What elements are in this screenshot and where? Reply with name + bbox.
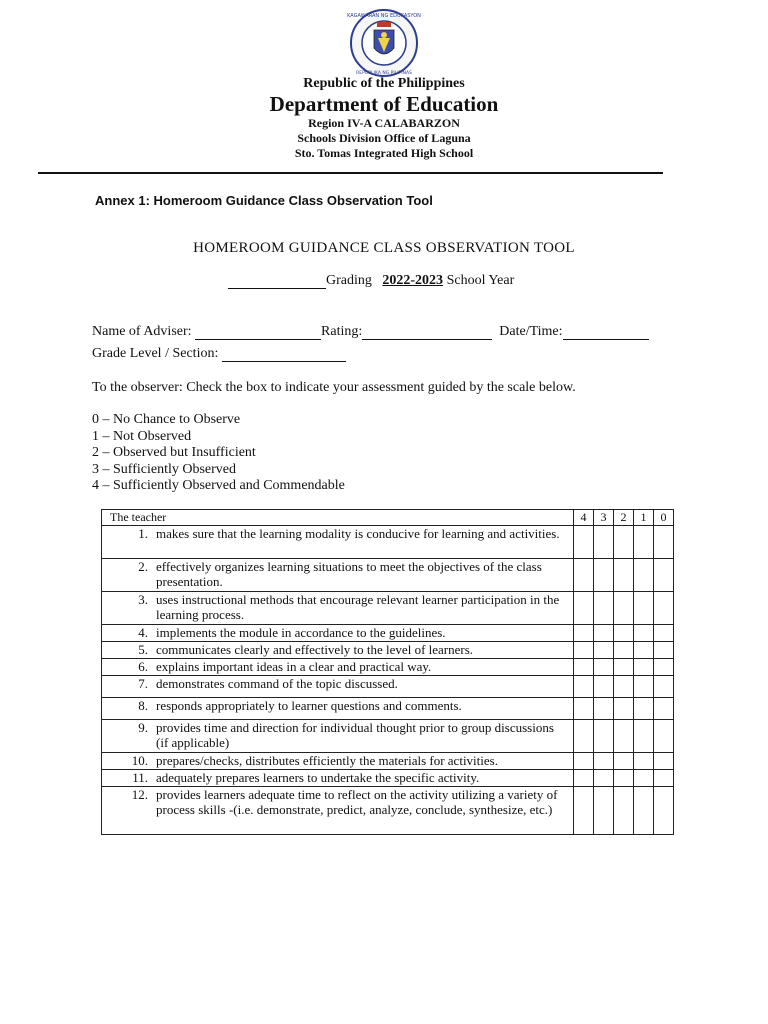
statement-cell: [102, 770, 574, 787]
table-row: [102, 787, 674, 835]
rating-header-3: 3: [594, 510, 614, 526]
rating-checkbox-3[interactable]: [594, 787, 614, 835]
statement-cell: [102, 787, 574, 835]
rating-checkbox-4[interactable]: [574, 526, 594, 559]
rating-checkbox-4[interactable]: [574, 787, 594, 835]
table-row: [102, 720, 674, 753]
grade-label: Grade Level / Section:: [92, 346, 219, 361]
grade-line: [92, 346, 346, 362]
item-number: 2.: [138, 559, 148, 574]
item-number: 10.: [131, 753, 148, 768]
statement-cell: [102, 676, 574, 698]
department-heading: Department of Education: [269, 92, 499, 116]
scale-item: 3 – Sufficiently Observed: [92, 461, 236, 477]
region-line: Region IV-A CALABARZON: [308, 116, 460, 130]
rating-header-0: 0: [654, 510, 674, 526]
rating-checkbox-4[interactable]: [574, 659, 594, 676]
item-number: 7.: [138, 676, 148, 691]
item-text: adequately prepares learners to undertake the specific activity.: [156, 770, 480, 785]
teacher-header: The teacher: [102, 510, 574, 526]
rating-header-2: 2: [614, 510, 634, 526]
scale-item: 1 – Not Observed: [92, 428, 192, 444]
table-row: [102, 659, 674, 676]
rating-checkbox-4[interactable]: [574, 559, 594, 592]
rating-checkbox-3[interactable]: [594, 559, 614, 592]
rating-checkbox-1[interactable]: [634, 787, 654, 835]
rating-checkbox-4[interactable]: [574, 770, 594, 787]
rating-checkbox-4[interactable]: [574, 698, 594, 720]
rating-checkbox-4[interactable]: [574, 720, 594, 753]
item-number: 9.: [138, 720, 148, 735]
rating-checkbox-0[interactable]: [654, 753, 674, 770]
table-row: [102, 698, 674, 720]
table-row: [102, 559, 674, 592]
item-text: explains important ideas in a clear and practical way.: [156, 659, 432, 674]
adviser-line: [92, 324, 649, 340]
observation-table: [101, 509, 674, 835]
rating-checkbox-1[interactable]: [634, 659, 654, 676]
rating-checkbox-2[interactable]: [614, 526, 634, 559]
item-number: 4.: [138, 625, 148, 640]
rating-checkbox-2[interactable]: [614, 659, 634, 676]
rating-checkbox-4[interactable]: [574, 642, 594, 659]
table-row: [102, 753, 674, 770]
rating-checkbox-0[interactable]: [654, 676, 674, 698]
item-number: 3.: [138, 592, 148, 607]
rating-checkbox-3[interactable]: [594, 720, 614, 753]
rating-checkbox-3[interactable]: [594, 770, 614, 787]
rating-checkbox-2[interactable]: [614, 753, 634, 770]
division-line: Schools Division Office of Laguna: [297, 131, 471, 145]
seal-text-top: KAGAWARAN NG EDUKASYON: [347, 13, 421, 19]
rating-checkbox-0[interactable]: [654, 787, 674, 835]
rating-checkbox-0[interactable]: [654, 526, 674, 559]
grading-line: [228, 273, 514, 289]
rating-checkbox-2[interactable]: [614, 720, 634, 753]
grading-blank[interactable]: [228, 274, 326, 289]
statement-cell: [102, 720, 574, 753]
item-text: provides time and direction for individual thought prior to group discussions (if applicable): [156, 720, 554, 750]
rating-checkbox-0[interactable]: [654, 625, 674, 642]
item-text: responds appropriately to learner questions and comments.: [156, 698, 462, 713]
item-text: implements the module in accordance to the guidelines.: [156, 625, 446, 640]
rating-checkbox-0[interactable]: [654, 720, 674, 753]
rating-checkbox-3[interactable]: [594, 659, 614, 676]
office-block: [0, 116, 768, 161]
rating-header-1: 1: [634, 510, 654, 526]
item-text: provides learners adequate time to reflect on the activity utilizing a variety of process skills -(i.e. demonstrate, predict, analyze, conclude, synthesize, etc.): [156, 787, 558, 817]
rating-checkbox-4[interactable]: [574, 676, 594, 698]
table-row: [102, 770, 674, 787]
scale-item: 0 – No Chance to Observe: [92, 412, 241, 427]
rating-checkbox-0[interactable]: [654, 770, 674, 787]
item-text: communicates clearly and effectively to the level of learners.: [156, 642, 474, 657]
rating-checkbox-2[interactable]: [614, 787, 634, 835]
rating-checkbox-2[interactable]: [614, 642, 634, 659]
item-text: demonstrates command of the topic discussed.: [156, 676, 398, 691]
statement-cell: [102, 659, 574, 676]
rating-checkbox-1[interactable]: [634, 698, 654, 720]
rating-checkbox-0[interactable]: [654, 659, 674, 676]
rating-checkbox-1[interactable]: [634, 720, 654, 753]
rating-checkbox-2[interactable]: [614, 559, 634, 592]
rating-checkbox-2[interactable]: [614, 770, 634, 787]
adviser-label: Name of Adviser:: [92, 324, 192, 339]
item-number: 6.: [138, 659, 148, 674]
item-number: 1.: [138, 526, 148, 541]
item-number: 8.: [138, 698, 148, 713]
statement-cell: [102, 592, 574, 625]
rating-checkbox-3[interactable]: [594, 753, 614, 770]
school-line: Sto. Tomas Integrated High School: [294, 146, 474, 160]
statement-cell: [102, 698, 574, 720]
rating-checkbox-3[interactable]: [594, 676, 614, 698]
seal-text-bottom: REPUBLIKA NG PILIPINAS: [356, 71, 412, 76]
item-text: effectively organizes learning situations to meet the objectives of the class presentation.: [156, 559, 542, 589]
rating-checkbox-3[interactable]: [594, 592, 614, 625]
table-row: [102, 676, 674, 698]
item-text: prepares/checks, distributes efficiently the materials for activities.: [156, 753, 498, 768]
rating-checkbox-2[interactable]: [614, 625, 634, 642]
deped-seal-logo: [343, 8, 425, 78]
grading-label: Grading: [326, 273, 372, 288]
rating-checkbox-0[interactable]: [654, 559, 674, 592]
school-year-value: 2022-2023: [382, 273, 444, 288]
rating-checkbox-2[interactable]: [614, 592, 634, 625]
annex-label: Annex 1: Homeroom Guidance Class Observation Tool: [95, 193, 433, 208]
table-row: [102, 625, 674, 642]
school-year-label: School Year: [446, 273, 515, 288]
rating-checkbox-1[interactable]: [634, 592, 654, 625]
statement-cell: [102, 526, 574, 559]
scale-item: 4 – Sufficiently Observed and Commendable: [92, 478, 345, 494]
adviser-field[interactable]: [195, 325, 321, 340]
observer-instructions: To the observer: Check the box to indicate your assessment guided by the scale below.: [92, 380, 576, 395]
grade-section-field[interactable]: [222, 347, 346, 362]
rating-checkbox-2[interactable]: [614, 698, 634, 720]
datetime-label: Date/Time:: [499, 324, 563, 339]
table-header-row: [102, 510, 674, 526]
rating-checkbox-2[interactable]: [614, 676, 634, 698]
item-number: 11.: [132, 770, 148, 785]
rating-checkbox-1[interactable]: [634, 642, 654, 659]
rating-checkbox-3[interactable]: [594, 642, 614, 659]
republic-heading: Republic of the Philippines: [303, 76, 465, 91]
rating-checkbox-1[interactable]: [634, 526, 654, 559]
item-text: uses instructional methods that encourage relevant learner participation in the learning process.: [156, 592, 560, 622]
rating-checkbox-0[interactable]: [654, 698, 674, 720]
item-number: 5.: [138, 642, 148, 657]
tool-title: HOMEROOM GUIDANCE CLASS OBSERVATION TOOL: [193, 240, 575, 256]
statement-cell: [102, 753, 574, 770]
scale-item: 2 – Observed but Insufficient: [92, 445, 256, 461]
rating-field[interactable]: [362, 325, 492, 340]
datetime-field[interactable]: [563, 325, 649, 340]
rating-checkbox-3[interactable]: [594, 625, 614, 642]
rating-checkbox-1[interactable]: [634, 625, 654, 642]
statement-cell: [102, 625, 574, 642]
rating-checkbox-4[interactable]: [574, 753, 594, 770]
rating-checkbox-1[interactable]: [634, 770, 654, 787]
rating-checkbox-1[interactable]: [634, 676, 654, 698]
table-row: [102, 592, 674, 625]
rating-header-4: 4: [574, 510, 594, 526]
rating-label: Rating:: [321, 324, 363, 339]
statement-cell: [102, 559, 574, 592]
statement-cell: [102, 642, 574, 659]
item-text: makes sure that the learning modality is conducive for learning and activities.: [156, 526, 560, 541]
rating-checkbox-3[interactable]: [594, 698, 614, 720]
rating-checkbox-0[interactable]: [654, 592, 674, 625]
rating-checkbox-3[interactable]: [594, 526, 614, 559]
rating-checkbox-4[interactable]: [574, 592, 594, 625]
rating-checkbox-1[interactable]: [634, 559, 654, 592]
rating-checkbox-1[interactable]: [634, 753, 654, 770]
rating-checkbox-0[interactable]: [654, 642, 674, 659]
table-row: [102, 526, 674, 559]
rating-checkbox-4[interactable]: [574, 625, 594, 642]
table-row: [102, 642, 674, 659]
rating-scale: [92, 412, 345, 495]
item-number: 12.: [131, 787, 148, 802]
header-divider: [38, 172, 663, 174]
